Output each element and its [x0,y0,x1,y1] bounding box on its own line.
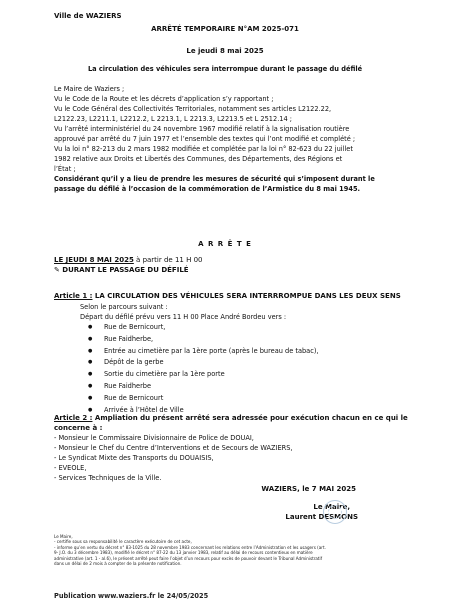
preamble-line: Vu le Code Général des Collectivités Territoriales, notamment ses articles L2122.22, [54,105,332,113]
mayor-seal-stamp [323,500,347,524]
preamble-line: L2122.23, L2211.1, L2212.2, L 2213.1, L 2213.3, L2213.5 et L 2512.14 ; [54,115,293,123]
footer-line: administrative (art. 1 - al.6), le présent arrêté peut faire l’objet d’un recours pour excès de pouvoir devant le Tribunal Administratif [54,555,323,561]
article-2-title-continued: concerne à : [54,424,103,432]
recipient-item: - Le Syndicat Mixte des Transports du DOUAISIS, [54,454,214,462]
footer-line: - informe qu’en vertu du décret n° 83-1025 du 28 novembre 1983 concernant les relations entre l’Administration et les usagers (art. [54,544,326,550]
article-2-title: Ampliation du présent arrêté sera adressée pour exécution chacun en ce qui le [92,414,408,422]
publication-line: Publication www.waziers.fr le 24/05/2025 [54,592,209,600]
article-1-label: Article 1 : [54,292,93,300]
footer-line: 9- J.O. du 3 décembre 1983), modifié le décret n° 87-22 du 13 janvier 1983, relatif au délai de recours contentieux en matière [54,550,313,556]
recipient-item: - Services Techniques de la Ville. [54,474,162,482]
route-item: ● Rue de Bernicourt [88,393,319,405]
arrete-number: ARRÊTÉ TEMPORAIRE N°AM 2025-071 [151,25,299,33]
subject-title: La circulation des véhicules sera interrompue durant le passage du défilé [87,65,363,73]
article-2-heading [54,413,408,433]
preamble-line: l’État ; [54,165,76,173]
footer-line: dans un délai de 2 mois à compter de la présente notification. [54,561,182,567]
date-title: Le jeudi 8 mai 2025 [186,47,264,55]
article-2-label: Article 2 : [54,414,93,422]
footer-line: - certifie sous sa responsabilité le caractère exécutoire de cet acte, [54,539,192,545]
route-item: ● Entrée au cimetière par la 1ère porte (après le bureau de tabac), [88,346,319,358]
recipient-item: - Monsieur le Chef du Centre d’Interventions et de Secours de WAZIERS, [54,444,293,452]
recipient-item: - Monsieur le Commissaire Divisionnaire de Police de DOUAI, [54,434,254,442]
article-1-heading [54,291,401,301]
preamble [54,84,375,194]
route-item: ● Rue Faidherbe [88,381,319,393]
route-item: ● Rue de Bernicourt, [88,322,319,334]
preamble-line: Vu le Code de la Route et les décrets d’application s’y rapportant ; [54,95,274,103]
signature-title: Le Maire, [313,503,350,511]
preamble-line: approuvé par arrêté du 7 juin 1977 et l’ensemble des textes qui l’ont modifié et complété ; [54,135,356,143]
article-1-intro: Selon le parcours suivant : [80,303,168,311]
recipients-list [54,433,293,483]
considerant-line: Considérant qu’il y a lieu de prendre les mesures de sécurité qui s’imposent durant le [54,175,375,183]
when-block [54,255,202,275]
route-item: ● Sortie du cimetière par la 1ère porte [88,369,319,381]
when-during: ✎ DURANT LE PASSAGE DU DÉFILÉ [54,266,189,274]
considerant-line: passage du défilé à l’occasion de la commémoration de l’Armistice du 8 mai 1945. [54,185,361,193]
when-date: LE JEUDI 8 MAI 2025 [54,256,134,264]
arrete-heading: A R R Ê T E [198,240,252,248]
legal-footer [54,534,326,566]
route-list [88,322,319,416]
preamble-line: Le Maire de Waziers ; [54,85,125,93]
signature-name: Laurent DESMONS [285,513,358,521]
article-1-depart: Départ du défilé prévu vers 11 H 00 Place André Bordeu vers : [80,313,287,321]
recipient-item: - EVEOLE, [54,464,87,472]
route-item: ● Dépôt de la gerbe [88,357,319,369]
route-item: ● Arrivée à l’Hôtel de Ville [88,405,319,417]
preamble-line: Vu l’arrêté interministériel du 24 novembre 1967 modifié relatif à la signalisation routière [54,125,350,133]
signature-place-date: WAZIERS, le 7 MAI 2025 [261,485,356,493]
preamble-line: Vu la loi n° 82-213 du 2 mars 1982 modifiée et complétée par la loi n° 82-623 du 22 juillet [54,145,353,153]
commune-name: Ville de WAZIERS [54,12,122,20]
footer-line: Le Maire, [54,534,73,539]
article-1-title: LA CIRCULATION DES VÉHICULES SERA INTERRROMPUE DANS LES DEUX SENS [92,292,401,300]
when-time: à partir de 11 H 00 [133,256,203,264]
preamble-line: 1982 relative aux Droits et Libertés des Communes, des Départements, des Régions et [54,155,343,163]
route-item: ● Rue Faidherbe, [88,334,319,346]
